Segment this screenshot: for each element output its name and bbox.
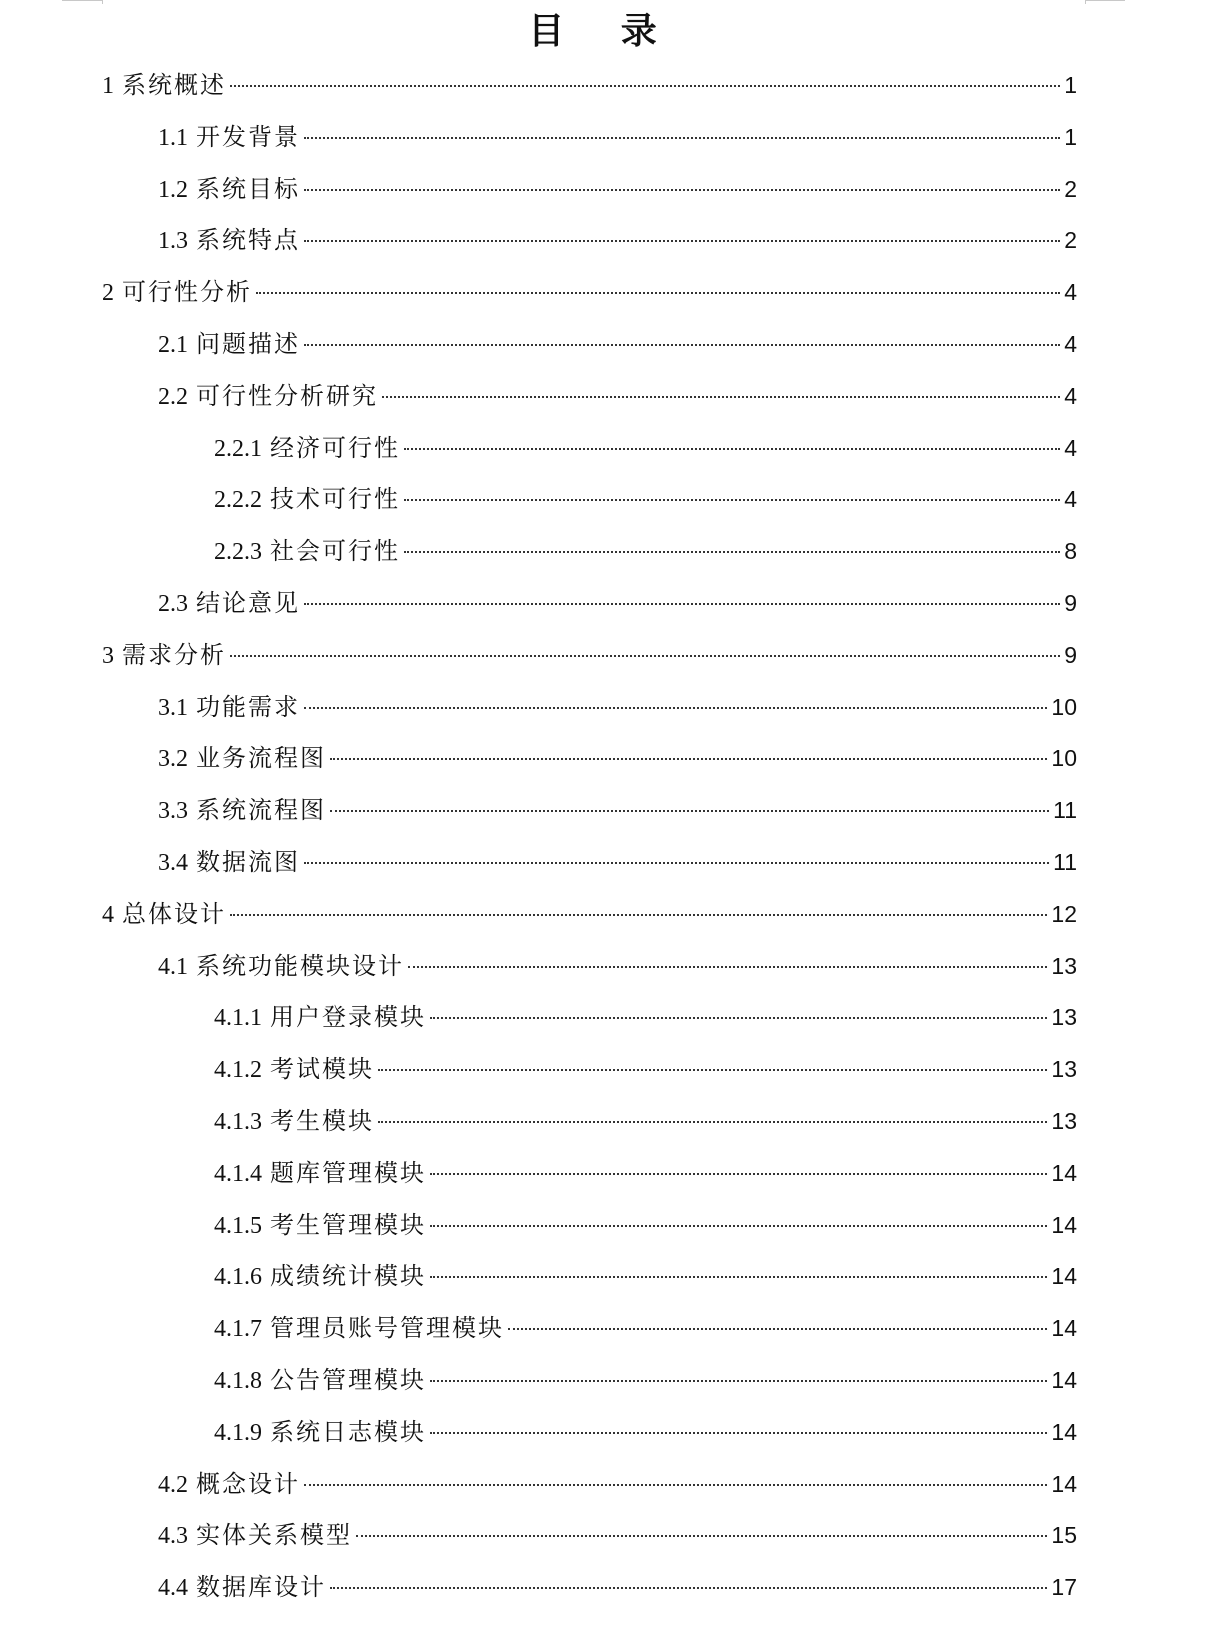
toc-entry[interactable] — [102, 319, 1077, 371]
toc-entry-number: 3 — [102, 642, 114, 669]
toc-entry-text: 考生管理模块 — [270, 1210, 426, 1239]
toc-entry[interactable] — [102, 630, 1077, 682]
toc-entry-text: 问题描述 — [196, 329, 300, 358]
toc-dot-leader — [404, 448, 1060, 450]
toc-entry[interactable] — [102, 837, 1077, 889]
toc-entry-text: 数据库设计 — [196, 1573, 326, 1602]
toc-entry-label — [158, 837, 300, 890]
toc-entry-label — [214, 1096, 374, 1149]
toc-entry-number: 2.2.1 — [214, 435, 262, 462]
toc-dot-leader — [356, 1535, 1047, 1537]
toc-entry[interactable] — [102, 682, 1077, 734]
toc-entry-number: 3.1 — [158, 694, 188, 721]
toc-entry-text: 管理员账号管理模块 — [270, 1314, 504, 1343]
toc-entry[interactable] — [102, 1200, 1077, 1252]
toc-entry-label — [214, 526, 400, 579]
toc-entry[interactable] — [102, 1251, 1077, 1303]
toc-dot-leader — [304, 862, 1049, 864]
toc-entry[interactable] — [102, 215, 1077, 267]
toc-dot-leader — [256, 292, 1060, 294]
toc-page-number: 17 — [1051, 1574, 1077, 1601]
toc-entry-number: 4.1.9 — [214, 1419, 262, 1446]
toc-entry-label — [214, 992, 426, 1045]
toc-entry[interactable] — [102, 1096, 1077, 1148]
toc-page-number: 14 — [1051, 1211, 1077, 1238]
toc-entry-text: 公告管理模块 — [270, 1365, 426, 1394]
page-corner-tick-left — [102, 0, 103, 4]
toc-entry-number: 4.3 — [158, 1523, 188, 1550]
toc-entry-number: 1.3 — [158, 228, 188, 255]
toc-page-number: 2 — [1064, 175, 1077, 202]
toc-page-number: 4 — [1064, 279, 1077, 306]
toc-entry-text: 系统日志模块 — [270, 1417, 426, 1446]
toc-dot-leader — [430, 1380, 1047, 1382]
toc-entry-text: 数据流图 — [196, 847, 300, 876]
toc-entry-label — [102, 60, 226, 113]
toc-entry-number: 3.3 — [158, 798, 188, 825]
toc-entry-label — [214, 1355, 426, 1408]
toc-entry-text: 成绩统计模块 — [270, 1262, 426, 1291]
toc-entry-label — [158, 941, 404, 994]
toc-entry-text: 实体关系模型 — [196, 1521, 352, 1550]
toc-page-number: 14 — [1051, 1263, 1077, 1290]
toc-entry-label — [214, 1200, 426, 1253]
toc-page-number: 13 — [1051, 1004, 1077, 1031]
toc-dot-leader — [382, 396, 1060, 398]
toc-dot-leader — [304, 189, 1060, 191]
toc-entry-number: 2.2.3 — [214, 539, 262, 566]
toc-page-number: 14 — [1051, 1366, 1077, 1393]
toc-page-number: 14 — [1051, 1418, 1077, 1445]
toc-entry[interactable] — [102, 112, 1077, 164]
toc-page-number: 11 — [1053, 848, 1077, 875]
toc-entry-label — [158, 682, 300, 735]
toc-entry-number: 4.1.5 — [214, 1212, 262, 1239]
toc-entry-number: 3.4 — [158, 849, 188, 876]
toc-dot-leader — [430, 1225, 1047, 1227]
toc-dot-leader — [508, 1328, 1047, 1330]
toc-dot-leader — [430, 1017, 1047, 1019]
toc-entry-label — [214, 1251, 426, 1304]
toc-entry-number: 4.1.3 — [214, 1108, 262, 1135]
toc-entry[interactable] — [102, 474, 1077, 526]
toc-entry[interactable] — [102, 1459, 1077, 1511]
toc-entry-number: 2.2.2 — [214, 487, 262, 514]
toc-entry-text: 系统功能模块设计 — [196, 951, 404, 980]
toc-dot-leader — [430, 1173, 1047, 1175]
toc-entry-text: 考生模块 — [270, 1106, 374, 1135]
toc-entry-text: 需求分析 — [122, 640, 226, 669]
toc-entry-text: 题库管理模块 — [270, 1158, 426, 1187]
toc-entry-text: 系统流程图 — [196, 796, 326, 825]
toc-entry-text: 功能需求 — [196, 692, 300, 721]
toc-page-number: 8 — [1064, 538, 1077, 565]
toc-entry[interactable] — [102, 1562, 1077, 1614]
toc-dot-leader — [304, 603, 1060, 605]
toc-entry-number: 1 — [102, 73, 114, 99]
toc-entry-text: 概念设计 — [196, 1469, 300, 1498]
toc-entry[interactable] — [102, 1407, 1077, 1459]
toc-entry-number: 3.2 — [158, 746, 188, 773]
toc-list — [102, 60, 1077, 1614]
toc-entry[interactable] — [102, 889, 1077, 941]
toc-entry-text: 业务流程图 — [196, 744, 326, 773]
toc-page-number: 15 — [1051, 1522, 1077, 1549]
toc-entry-label — [158, 112, 300, 165]
toc-entry-number: 4 — [102, 901, 114, 928]
toc-entry-text: 可行性分析研究 — [196, 381, 378, 410]
toc-entry[interactable] — [102, 1044, 1077, 1096]
toc-entry-label — [158, 215, 300, 268]
toc-page-number: 1 — [1064, 72, 1077, 98]
toc-page-number: 2 — [1064, 227, 1077, 254]
toc-dot-leader — [408, 966, 1047, 968]
toc-dot-leader — [230, 85, 1060, 87]
toc-entry-label — [102, 630, 226, 683]
toc-page-number: 9 — [1064, 589, 1077, 616]
toc-entry[interactable] — [102, 733, 1077, 785]
toc-entry-label — [214, 1407, 426, 1460]
toc-dot-leader — [330, 758, 1047, 760]
toc-page-number: 1 — [1064, 123, 1077, 150]
page-corner-tick-right — [1085, 0, 1086, 4]
toc-entry[interactable] — [102, 267, 1077, 319]
toc-dot-leader — [304, 137, 1060, 139]
toc-entry[interactable] — [102, 526, 1077, 578]
toc-dot-leader — [304, 707, 1047, 709]
toc-entry-label — [158, 578, 300, 631]
toc-entry-label — [158, 1562, 326, 1615]
toc-entry-label — [214, 1303, 504, 1356]
toc-entry[interactable] — [102, 60, 1077, 112]
toc-dot-leader — [430, 1432, 1047, 1434]
toc-dot-leader — [230, 655, 1060, 657]
toc-entry[interactable] — [102, 992, 1077, 1044]
page-corner-mark-left — [62, 0, 102, 1]
toc-page-number: 11 — [1053, 797, 1077, 824]
toc-entry-number: 4.1.8 — [214, 1367, 262, 1394]
toc-entry[interactable] — [102, 371, 1077, 423]
toc-dot-leader — [330, 1587, 1047, 1589]
toc-entry-label — [158, 319, 300, 372]
toc-entry-text: 技术可行性 — [270, 485, 400, 514]
toc-entry-label — [214, 474, 400, 527]
toc-entry-number: 4.1.1 — [214, 1005, 262, 1032]
toc-title: 目 录 — [528, 10, 679, 52]
toc-entry[interactable] — [102, 1303, 1077, 1355]
toc-entry-label — [214, 1148, 426, 1201]
toc-entry-text: 系统概述 — [122, 71, 226, 99]
toc-dot-leader — [404, 551, 1060, 553]
toc-dot-leader — [230, 914, 1047, 916]
toc-entry-number: 4.1.4 — [214, 1160, 262, 1187]
toc-entry-label — [158, 1459, 300, 1512]
toc-entry[interactable] — [102, 578, 1077, 630]
toc-page-number: 10 — [1051, 745, 1077, 772]
toc-page-number: 9 — [1064, 641, 1077, 668]
toc-entry-text: 结论意见 — [196, 588, 300, 617]
toc-page-number: 4 — [1064, 330, 1077, 357]
toc-dot-leader — [430, 1276, 1047, 1278]
toc-page-number: 14 — [1051, 1470, 1077, 1497]
toc-entry-text: 系统特点 — [196, 226, 300, 255]
toc-entry-number: 1.2 — [158, 176, 188, 203]
toc-entry-label — [102, 889, 226, 942]
toc-entry-text: 系统目标 — [196, 174, 300, 203]
toc-entry[interactable] — [102, 1355, 1077, 1407]
toc-entry[interactable] — [102, 785, 1077, 837]
toc-page-number: 12 — [1051, 900, 1077, 927]
toc-entry-text: 考试模块 — [270, 1055, 374, 1084]
toc-entry-number: 4.1 — [158, 953, 188, 980]
toc-dot-leader — [378, 1121, 1047, 1123]
toc-dot-leader — [304, 344, 1060, 346]
toc-page-number: 4 — [1064, 382, 1077, 409]
toc-entry-text: 经济可行性 — [270, 433, 400, 462]
toc-page-number: 13 — [1051, 952, 1077, 979]
toc-entry-label — [158, 1510, 352, 1563]
toc-dot-leader — [330, 810, 1049, 812]
toc-page-number: 4 — [1064, 486, 1077, 513]
toc-entry-number: 2 — [102, 280, 114, 307]
toc-entry[interactable] — [102, 423, 1077, 475]
toc-dot-leader — [304, 240, 1060, 242]
toc-dot-leader — [378, 1069, 1047, 1071]
toc-entry-label — [158, 733, 326, 786]
toc-entry-text: 总体设计 — [122, 899, 226, 928]
toc-entry[interactable] — [102, 1510, 1077, 1562]
toc-dot-leader — [404, 499, 1060, 501]
toc-page-number: 13 — [1051, 1056, 1077, 1083]
toc-entry[interactable] — [102, 941, 1077, 993]
toc-entry-text: 可行性分析 — [122, 278, 252, 307]
toc-dot-leader — [304, 1484, 1047, 1486]
toc-page-number: 10 — [1051, 693, 1077, 720]
toc-entry-label — [158, 785, 326, 838]
toc-entry-label — [214, 1044, 374, 1097]
toc-page-number: 13 — [1051, 1107, 1077, 1134]
toc-entry-number: 2.1 — [158, 331, 188, 358]
toc-entry-number: 4.2 — [158, 1471, 188, 1498]
toc-entry-label — [102, 267, 252, 320]
toc-entry-label — [158, 371, 378, 424]
toc-entry-text: 用户登录模块 — [270, 1003, 426, 1032]
toc-entry-label — [158, 164, 300, 217]
toc-page-number: 14 — [1051, 1159, 1077, 1186]
toc-entry-label — [214, 423, 400, 476]
toc-page-number: 14 — [1051, 1315, 1077, 1342]
toc-entry[interactable] — [102, 1148, 1077, 1200]
toc-entry-text: 开发背景 — [196, 122, 300, 151]
toc-entry-number: 4.1.2 — [214, 1057, 262, 1084]
toc-entry[interactable] — [102, 164, 1077, 216]
toc-entry-number: 4.1.7 — [214, 1316, 262, 1343]
toc-entry-number: 2.2 — [158, 383, 188, 410]
toc-entry-number: 1.1 — [158, 124, 188, 151]
toc-entry-number: 4.4 — [158, 1575, 188, 1602]
toc-entry-number: 2.3 — [158, 590, 188, 617]
toc-page-number: 4 — [1064, 434, 1077, 461]
toc-entry-text: 社会可行性 — [270, 537, 400, 566]
page-corner-mark-right — [1085, 0, 1125, 1]
toc-entry-number: 4.1.6 — [214, 1264, 262, 1291]
